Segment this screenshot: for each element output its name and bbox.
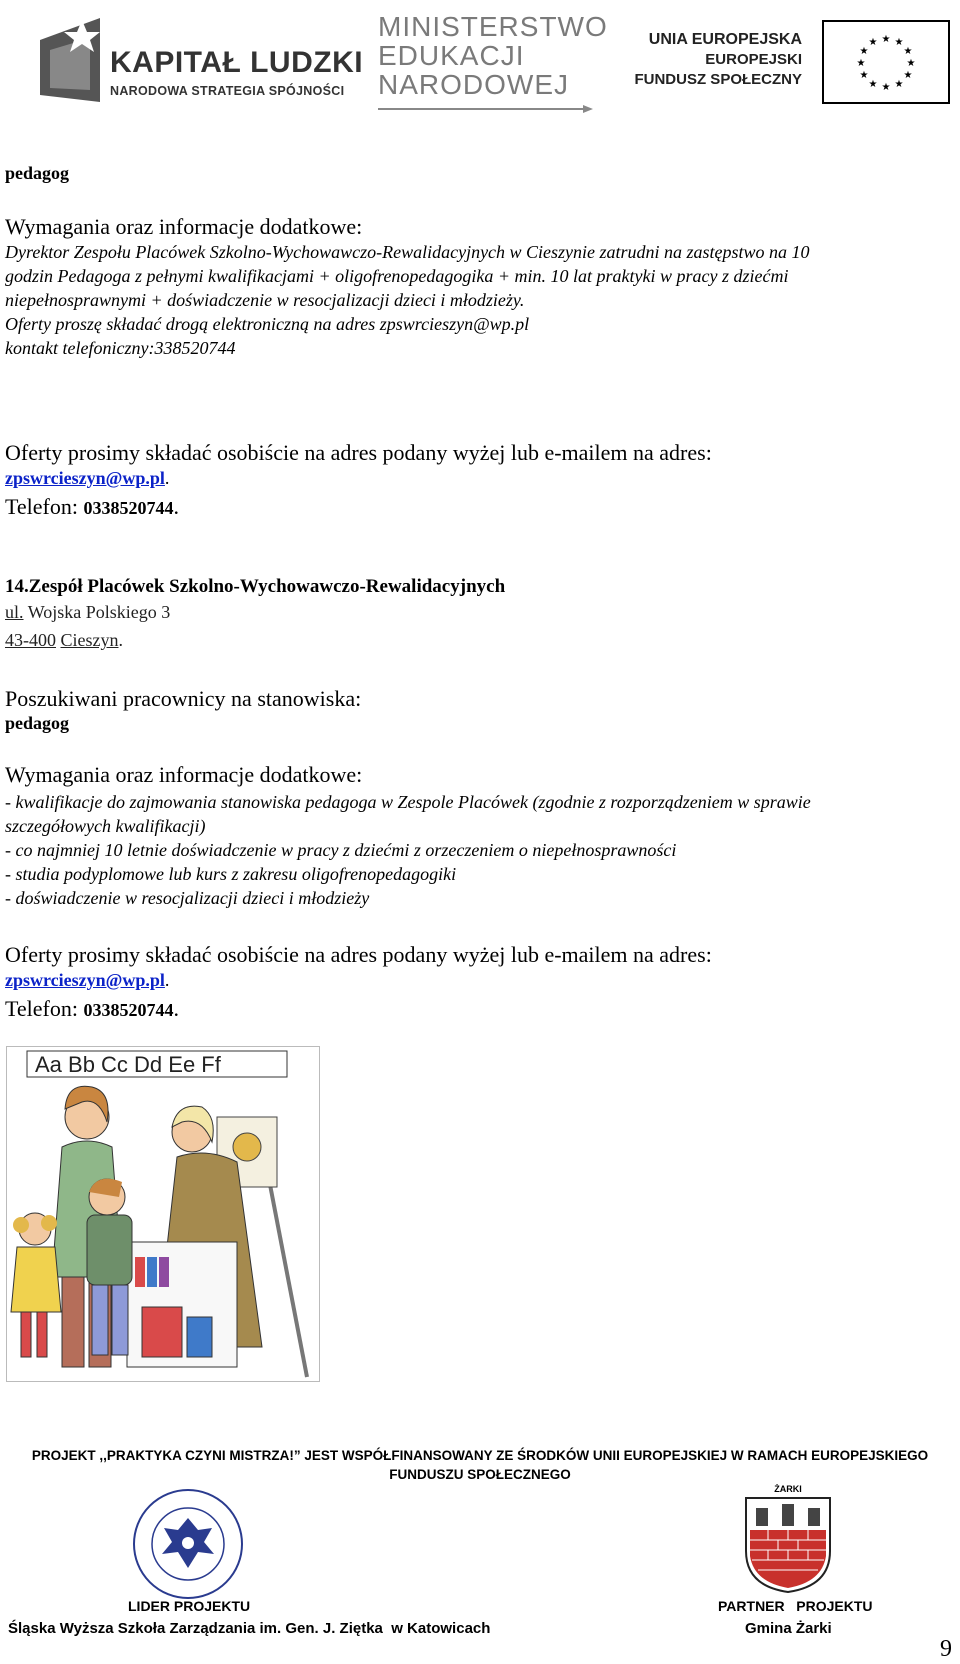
phone-suffix: . [173,996,179,1021]
svg-text:★: ★ [906,58,916,69]
ministry-logo [378,11,608,112]
svg-text:★: ★ [859,70,869,81]
offers-text: Oferty prosimy składać osobiście na adres podany wyżej lub e-mailem na adres: [5,440,712,465]
eu-line: FUNDUSZ SPOŁECZNY [634,71,802,88]
requirement-line: - doświadczenie w resocjalizacji dzieci i młodzieży [5,888,370,908]
eu-line: UNIA EUROPEJSKA [648,31,802,48]
email-suffix: . [164,468,170,488]
street-address [5,600,170,624]
requirement-line: - co najmniej 10 letnie doświadczenie w pracy z dziećmi z orzeczeniem o niepełnosprawności [5,840,677,860]
position-label: pedagog [5,713,70,733]
offers-text: Oferty prosimy składać osobiście na adres podany wyżej lub e-mailem na adres: [5,942,712,967]
kapital-ludzki-emblem [30,10,110,110]
email-line [5,968,169,992]
svg-text:★: ★ [856,58,866,69]
requirement-line: niepełnosprawnymi + doświadczenie w resocjalizacji dzieci i młodzieży. [5,290,525,310]
email-line [5,466,169,490]
ministry-line: EDUKACJI [378,40,525,71]
eu-text [630,30,802,90]
partner-name: Gmina Żarki [745,1620,832,1637]
svg-text:★: ★ [881,34,891,45]
project-line: PROJEKT ,,PRAKTYKA CZYNI MISTRZA!” JEST WSPÓŁFINANSOWANY ZE ŚRODKÓW UNII EUROPEJSKIEJ W RAMACH EUROPEJSKIEGO [31,1448,929,1463]
page-number: 9 [940,1636,952,1662]
phone-number: 0338520744 [83,1000,174,1020]
requirements-block [5,240,810,360]
svg-text:★: ★ [881,82,891,93]
crest-title: ŻARKI [774,1484,802,1494]
ministry-line: NARODOWEJ [378,69,569,100]
pen-icon [378,104,593,114]
classroom-illustration [6,1046,320,1382]
partner-crest-logo [742,1484,834,1594]
phone-label: Telefon: [5,996,84,1021]
ministry-line: MINISTERSTWO [378,11,608,42]
alphabet-banner-text: Aa Bb Cc Dd Ee Ff [35,1052,221,1077]
requirement-line: kontakt telefoniczny:338520744 [5,338,236,358]
city-address [5,628,123,652]
city-suffix: . [118,630,123,650]
eu-line: EUROPEJSKI [705,51,802,68]
city-name: Cieszyn [60,630,119,650]
email-link[interactable]: zpswrcieszyn@wp.pl [5,970,165,990]
svg-text:★: ★ [903,70,913,81]
leader-name: Śląska Wyższa Szkoła Zarządzania im. Gen. J. Ziętka w Katowicach [8,1620,491,1637]
phone-line [5,494,179,521]
leader-label: LIDER PROJEKTU [128,1598,251,1614]
svg-text:★: ★ [868,37,878,48]
street-name: Wojska Polskiego 3 [23,602,171,622]
partner-label: PARTNER PROJEKTU [718,1598,873,1614]
teachers-children-image [7,1047,319,1381]
kapital-subtitle: NARODOWA STRATEGIA SPÓJNOŚCI [110,84,345,98]
email-suffix: . [164,970,170,990]
project-footnote [0,1448,960,1482]
leader-seal-logo [132,1488,244,1600]
svg-text:★: ★ [859,46,869,57]
svg-text:★: ★ [868,79,878,90]
requirement-line: Dyrektor Zespołu Placówek Szkolno-Wychowawczo-Rewalidacyjnych w Cieszynie zatrudni na zastępstwo na 10 [5,242,810,262]
header-logos [0,0,960,120]
postal-code: 43-400 [5,630,56,650]
phone-label: Telefon: [5,494,84,519]
phone-number: 0338520744 [83,498,174,518]
eu-flag-icon [822,20,950,104]
phone-suffix: . [173,494,179,519]
requirements-heading: Wymagania oraz informacje dodatkowe: [5,762,363,787]
svg-text:★: ★ [894,79,904,90]
svg-text:★: ★ [894,37,904,48]
street-prefix: ul. [5,602,24,622]
requirements-heading: Wymagania oraz informacje dodatkowe: [5,214,363,239]
requirement-line: godzin Pedagoga z pełnymi kwalifikacjami + oligofrenopedagogika + min. 10 lat praktyki w pracy z dziećmi [5,266,789,286]
requirement-line: - studia podyplomowe lub kurs z zakresu oligofrenopedagogiki [5,864,457,884]
institution-heading: 14.Zespół Placówek Szkolno-Wychowawczo-Rewalidacyjnych [5,576,506,597]
email-link[interactable]: zpswrcieszyn@wp.pl [5,468,165,488]
search-heading: Poszukiwani pracownicy na stanowiska: [5,686,362,711]
requirements-block [5,790,811,910]
kapital-title: KAPITAŁ LUDZKI [110,46,364,79]
requirement-line: - kwalifikacje do zajmowania stanowiska pedagoga w Zespole Placówek (zgodnie z rozporządzeniem w sprawie [5,792,811,812]
phone-line [5,996,179,1023]
requirement-line: Oferty proszę składać drogą elektroniczną na adres zpswrcieszyn@wp.pl [5,314,530,334]
position-label: pedagog [5,163,70,183]
kapital-ludzki-logo [30,10,364,110]
requirement-line: szczegółowych kwalifikacji) [5,816,206,836]
project-line: FUNDUSZU SPOŁECZNEGO [389,1467,571,1482]
svg-text:★: ★ [903,46,913,57]
